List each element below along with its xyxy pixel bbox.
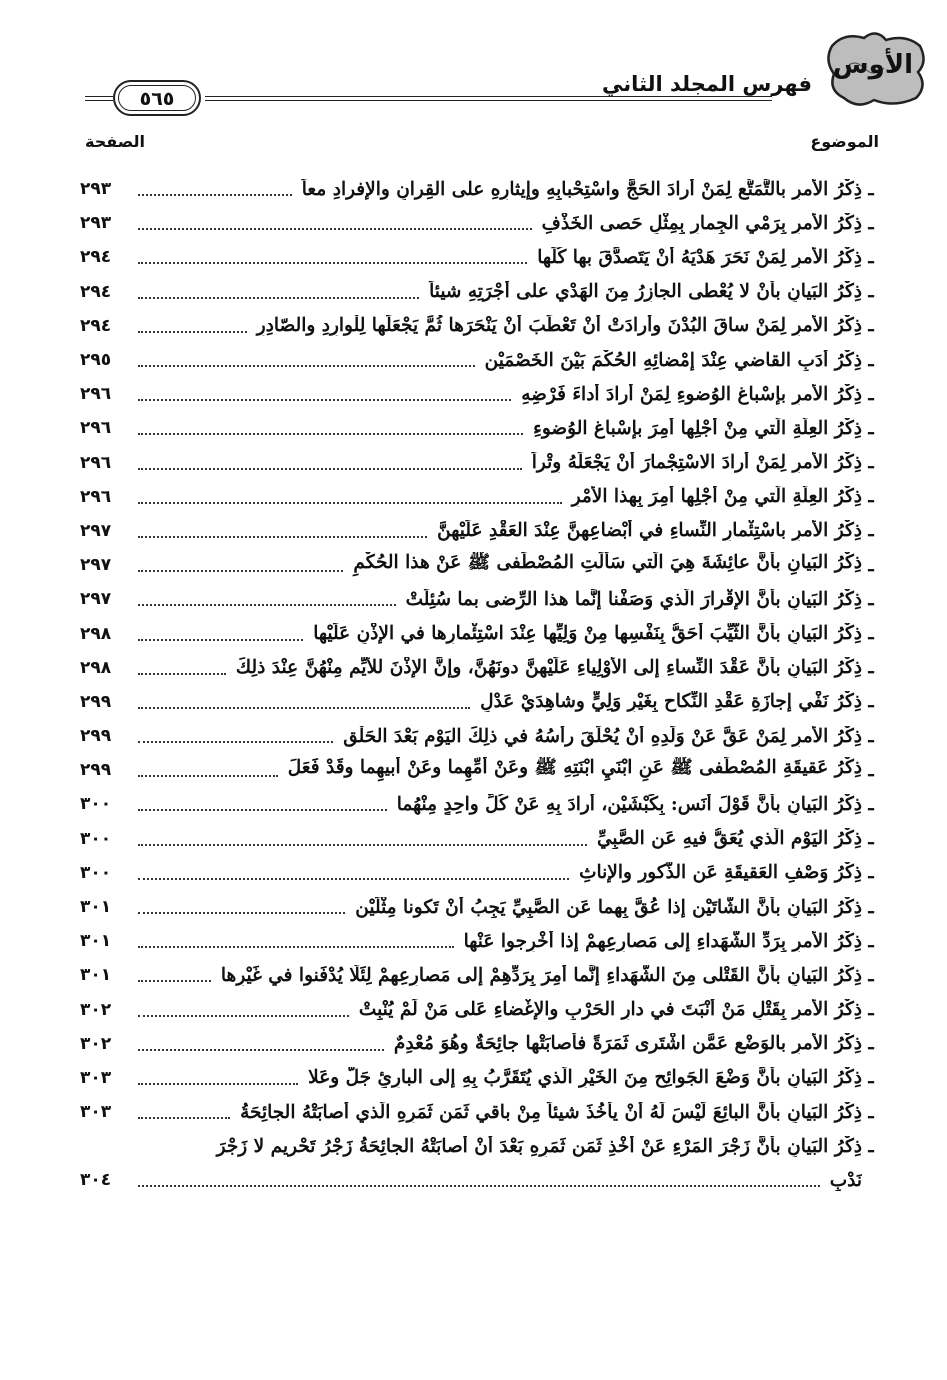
entry-page-number: ٣٠١: [80, 931, 112, 952]
index-entry: [80, 446, 880, 480]
dot-leader: [138, 741, 333, 743]
entry-bullet: ـ: [868, 281, 874, 303]
entry-page-number: ٣٠٣: [80, 1102, 112, 1123]
entry-title: ذِكْرُ أدَبِ القاضي عِنْدَ إمْضائِهِ الحُكْمَ بَيْنَ الخَصْمَيْنِ: [484, 349, 862, 371]
dot-leader: [138, 639, 303, 641]
entry-title: ذِكْرُ الأمرِ بالوَضْعِ عَمَّنِ اشْتَرى ثَمَرَةً فأصابَتْها جائِحَةٌ وهُوَ مُعْدِمٌ: [393, 1033, 862, 1055]
dot-leader: [138, 707, 470, 709]
index-entry: [80, 514, 880, 548]
entry-page-number: ٣٠٠: [80, 862, 112, 883]
dot-leader: [138, 878, 569, 880]
dot-leader: [138, 433, 523, 435]
entry-page-number: ٢٩٣: [80, 179, 112, 200]
index-entry: [80, 377, 880, 411]
index-entry: [80, 787, 880, 821]
index-entry: [80, 411, 880, 445]
index-entry: [80, 685, 880, 719]
dot-leader: [138, 365, 475, 367]
dot-leader: [138, 536, 427, 538]
index-entry: [80, 240, 880, 274]
entry-title: ذِكْرُ البَيانِ بأنَّ القَتْلى مِنَ الشُّهَداءِ إنَّما أُمِرَ بِرَدِّهِمْ إلى مَصارِعِهِمْ لِئَلّا يُدْفَنوا في غَيْرِها: [220, 964, 862, 986]
entry-page-number: ٢٩٤: [80, 247, 112, 268]
entry-title: ذِكْرُ الأمرِ بالتَّمَتُّعِ لِمَنْ أرادَ الحَجَّ واسْتِحْبابِهِ وإيثارِهِ على القِرانِ والإفرادِ معاً: [301, 178, 862, 200]
dot-leader: [138, 604, 396, 606]
entry-bullet: ـ: [868, 383, 874, 405]
index-entry: [80, 1129, 880, 1197]
entry-page-number: ٢٩٤: [80, 315, 112, 336]
index-entry: [80, 343, 880, 377]
index-entry: [80, 275, 880, 309]
entry-page-number: ٣٠١: [80, 965, 112, 986]
entry-bullet: ـ: [868, 691, 874, 713]
entry-bullet: ـ: [868, 417, 874, 439]
index-entry: [80, 309, 880, 343]
index-entry: [80, 856, 880, 890]
header-rule: [85, 96, 113, 97]
index-entry: [80, 480, 880, 514]
entry-title: ذِكْرُ العِلَّةِ الَّتي مِنْ أجْلِها أُمِرَ بإسْباغِ الوُضوءِ: [533, 417, 862, 439]
index-entry: [80, 958, 880, 992]
dot-leader: [138, 1117, 230, 1119]
entry-title: ذِكْرُ عَقيقَةِ المُصْطَفى ﷺ عَنِ ابْنَيِ ابْنَتِهِ ﷺ وعَنْ أُمِّهِما وعَنْ أبيهِما وقَدْ فَعَلَ: [287, 757, 862, 779]
entry-title: ذِكْرُ الأمرِ بِقَتْلِ مَنْ أنْبَتَ في دارِ الحَرْبِ والإغْضاءِ عَلى مَنْ لَمْ يُنْبِتْ: [358, 999, 862, 1021]
entry-page-number: ٣٠٠: [80, 794, 112, 815]
dot-leader: [138, 228, 532, 230]
index-entry: [80, 822, 880, 856]
entry-bullet: ـ: [868, 1135, 874, 1157]
entry-page-number: ٢٩٦: [80, 418, 112, 439]
dot-leader: [138, 809, 387, 811]
index-entry: [80, 206, 880, 240]
entry-page-number: ٣٠١: [80, 897, 112, 918]
entry-bullet: ـ: [868, 862, 874, 884]
entry-page-number: ٣٠٢: [80, 1033, 112, 1054]
entry-bullet: ـ: [868, 1033, 874, 1055]
entry-title-continued: نَدْبٍ: [829, 1169, 862, 1191]
entry-bullet: ـ: [868, 349, 874, 371]
entry-title: ذِكْرُ البَيانِ بأنَّ عائِشَةَ هِيَ الَّتي سَألَتِ المُصْطَفى ﷺ عَنْ هذا الحُكْمِ: [353, 552, 862, 574]
entry-page-number: ٢٩٣: [80, 213, 112, 234]
dot-leader: [138, 1083, 298, 1085]
index-entry: [80, 1027, 880, 1061]
entry-page-number: ٢٩٩: [80, 760, 112, 781]
dot-leader: [138, 912, 345, 914]
entry-page-number: ٢٩٥: [80, 350, 112, 371]
dot-leader: [138, 946, 454, 948]
page-column-heading: الصفحة: [85, 132, 146, 151]
entry-title: ذِكْرُ الأمرِ باسْتِئْمارِ النِّساءِ في أبْضاعِهِنَّ عِنْدَ العَقْدِ عَلَيْهِنَّ: [437, 520, 862, 542]
index-entry: [80, 651, 880, 685]
entry-page-number: ٣٠٢: [80, 999, 112, 1020]
running-title: فهرس المجلد الثاني: [602, 72, 812, 96]
entry-bullet: ـ: [868, 896, 874, 918]
entry-page-number: ٣٠٣: [80, 1067, 112, 1088]
entry-title: ذِكْرُ الأمرِ لِمَنْ نَحَرَ هَدْيَهُ أنْ يَتَصدَّقَ بها كُلِّها: [537, 246, 862, 268]
entry-title: ذِكْرُ البَيانِ بأنَّ البائِعَ لَيْسَ لَهُ أنْ يأخُذَ شيئاً مِنْ باقي ثَمَنِ ثَمَرِهِ الَّذي أصابَتْهُ الجائِحَةُ: [240, 1101, 862, 1123]
entry-bullet: ـ: [868, 1101, 874, 1123]
entry-bullet: ـ: [868, 964, 874, 986]
dot-leader: [138, 775, 278, 777]
dot-leader: [138, 331, 247, 333]
index-list: [80, 172, 880, 1197]
entry-bullet: ـ: [868, 828, 874, 850]
index-entry: [80, 753, 880, 787]
header-rule: [85, 100, 113, 101]
entry-page-number: ٢٩٩: [80, 691, 112, 712]
entry-page-number: ٢٩٤: [80, 281, 112, 302]
index-entry: [80, 719, 880, 753]
entry-title: ذِكْرُ البَيانِ بأنَّ الشّاتَيْنِ إذا عُقَّ بِهِما عَنِ الصَّبِيِّ يَجِبُ أنْ تَكونا مِثْلَيْنِ: [355, 896, 862, 918]
entry-title: ذِكْرُ الأمرِ لِمَنْ ساقَ البُدْنَ وأرادَتْ أنْ تَعْطَبَ أنْ يَنْحَرَها ثُمَّ يَجْعَلَها لِلْوارِدِ والصّادِرِ: [256, 315, 862, 337]
entry-title: ذِكْرُ الأمرِ لِمَنْ أرادَ الاسْتِجْمارَ أنْ يَجْعَلَهُ وِتْراً: [531, 452, 862, 474]
entry-bullet: ـ: [868, 554, 874, 576]
entry-title: ذِكْرُ البَيانِ بأنْ لا يُعْطى الجازِرُ مِنَ الهَدْيِ على أُجْرَتِهِ شيئاً: [429, 281, 862, 303]
index-entry: [80, 582, 880, 616]
entry-bullet: ـ: [868, 793, 874, 815]
index-entry: [80, 993, 880, 1027]
entry-title: ذِكْرُ البَيانِ بأنَّ زَجْرَ المَرْءِ عَنْ أخْذِ ثَمَنِ ثَمَرِهِ بَعْدَ أنْ أصابَتْهُ الجائِحَةُ زَجْرُ تَحْريمٍ لا زَجْرَ: [216, 1135, 862, 1157]
entry-bullet: ـ: [868, 486, 874, 508]
entry-bullet: ـ: [868, 930, 874, 952]
dot-leader: [138, 297, 419, 299]
dot-leader: [138, 194, 292, 196]
entry-page-number: ٢٩٨: [80, 657, 112, 678]
page-header: [0, 0, 947, 151]
entry-title: ذِكْرُ اليَوْمِ الَّذي يُعَقُّ فيهِ عَنِ الصَّبِيِّ: [596, 828, 862, 850]
entry-bullet: ـ: [868, 520, 874, 542]
entry-bullet: ـ: [868, 178, 874, 200]
topic-column-heading: الموضوع: [810, 132, 879, 151]
index-entry: [80, 924, 880, 958]
entry-bullet: ـ: [868, 315, 874, 337]
entry-page-number: ٢٩٩: [80, 726, 112, 747]
entry-page-number: ٢٩٦: [80, 384, 112, 405]
dot-leader: [138, 844, 587, 846]
entry-title: ذِكْرُ البَيانِ بأنَّ وَضْعَ الجَوائِحِ مِنَ الخَيْرِ الَّذي يُتَقَرَّبُ بِهِ إلى البارِئِ جَلَّ وعَلا: [308, 1067, 862, 1089]
entry-bullet: ـ: [868, 999, 874, 1021]
publisher-logo: [824, 28, 929, 110]
index-entry: [80, 172, 880, 206]
index-entry: [80, 1061, 880, 1095]
entry-title: ذِكْرُ وَصْفِ العَقيقَةِ عَنِ الذُّكورِ والإناثِ: [579, 862, 862, 884]
entry-page-number: ٣٠٠: [80, 828, 112, 849]
entry-title: ذِكْرُ البَيانِ بأنَّ الثَّيِّبَ أحَقُّ بِنَفْسِها مِنْ وَلِيِّها عِنْدَ اسْتِئْمارِها في الإذْنِ عَلَيْها: [313, 623, 862, 645]
page-number: ٥٦٥: [118, 85, 196, 111]
index-entry: [80, 616, 880, 650]
dot-leader: [138, 502, 562, 504]
logo-text: الأوس: [832, 50, 913, 80]
entry-bullet: ـ: [868, 725, 874, 747]
index-entry: [80, 1095, 880, 1129]
dot-leader: [138, 262, 527, 264]
dot-leader: [138, 570, 343, 572]
entry-title: ذِكْرُ الأمرِ بِرَمْيِ الجِمارِ بِمِثْلِ حَصى الخَذْفِ: [541, 212, 862, 234]
entry-page-number: ٢٩٧: [80, 520, 112, 541]
dot-leader: [138, 1015, 349, 1017]
entry-page-number: ٢٩٧: [80, 589, 112, 610]
entry-title: ذِكْرُ البَيانِ بأنَّ قَوْلَ أنَسٍ: بِكَبْشَيْنِ، أرادَ بِهِ عَنْ كُلِّ واحِدٍ مِنْهُما: [396, 793, 862, 815]
entry-page-number: ٢٩٦: [80, 486, 112, 507]
entry-title: ذِكْرُ الأمرِ لِمَنْ عَقَّ عَنْ وَلَدِهِ أنْ يُحْلَقَ رأسُهُ في ذلِكَ اليَوْمِ بَعْدَ الحَلْقِ: [343, 725, 862, 747]
entry-title: ذِكْرُ الأمرِ بإسْباغِ الوُضوءِ لِمَنْ أرادَ أداءَ فَرْضِهِ: [521, 383, 862, 405]
index-entry: [80, 890, 880, 924]
dot-leader: [138, 980, 211, 982]
page-number-frame: [113, 80, 201, 116]
entry-title: ذِكْرُ العِلَّةِ الَّتي مِنْ أجْلِها أُمِرَ بِهذا الأمْرِ: [571, 486, 862, 508]
entry-title: ذِكْرُ نَفْيِ إجازَةِ عَقْدِ النِّكاحِ بِغَيْرِ وَلِيٍّ وشاهِدَيْ عَدْلٍ: [480, 691, 862, 713]
dot-leader: [138, 399, 511, 401]
entry-bullet: ـ: [868, 1067, 874, 1089]
dot-leader: [138, 468, 522, 470]
entry-bullet: ـ: [868, 588, 874, 610]
dot-leader: [138, 1049, 384, 1051]
index-entry: [80, 548, 880, 582]
entry-bullet: ـ: [868, 212, 874, 234]
entry-title: ذِكْرُ الأمرِ بِرَدِّ الشُّهَداءِ إلى مَصارِعِهِمْ إذا أُخْرِجوا عَنْها: [463, 930, 862, 952]
entry-page-number: ٢٩٨: [80, 623, 112, 644]
entry-bullet: ـ: [868, 246, 874, 268]
entry-page-number: ٢٩٦: [80, 452, 112, 473]
entry-bullet: ـ: [868, 623, 874, 645]
header-rule: [205, 96, 772, 97]
entry-title: ذِكْرُ البَيانِ بأنَّ الإقْرارَ الَّذي وَصَفْنا إنَّما هذا الرِّضى بما سُئِلَتْ: [405, 588, 862, 610]
entry-title: ذِكْرُ البَيانِ بأنَّ عَقْدَ النِّساءِ إلى الأوْلِياءِ عَلَيْهِنَّ دونَهُنَّ، وإنَّ الإذْنَ للأيِّمِ مِنْهُنَّ عِنْدَ ذلِكَ: [235, 657, 862, 679]
dot-leader: [138, 1185, 820, 1187]
dot-leader: [138, 673, 226, 675]
entry-page-number: ٣٠٤: [80, 1170, 112, 1191]
entry-bullet: ـ: [868, 657, 874, 679]
entry-page-number: ٢٩٧: [80, 555, 112, 576]
header-rule: [205, 100, 772, 101]
entry-bullet: ـ: [868, 759, 874, 781]
entry-bullet: ـ: [868, 452, 874, 474]
